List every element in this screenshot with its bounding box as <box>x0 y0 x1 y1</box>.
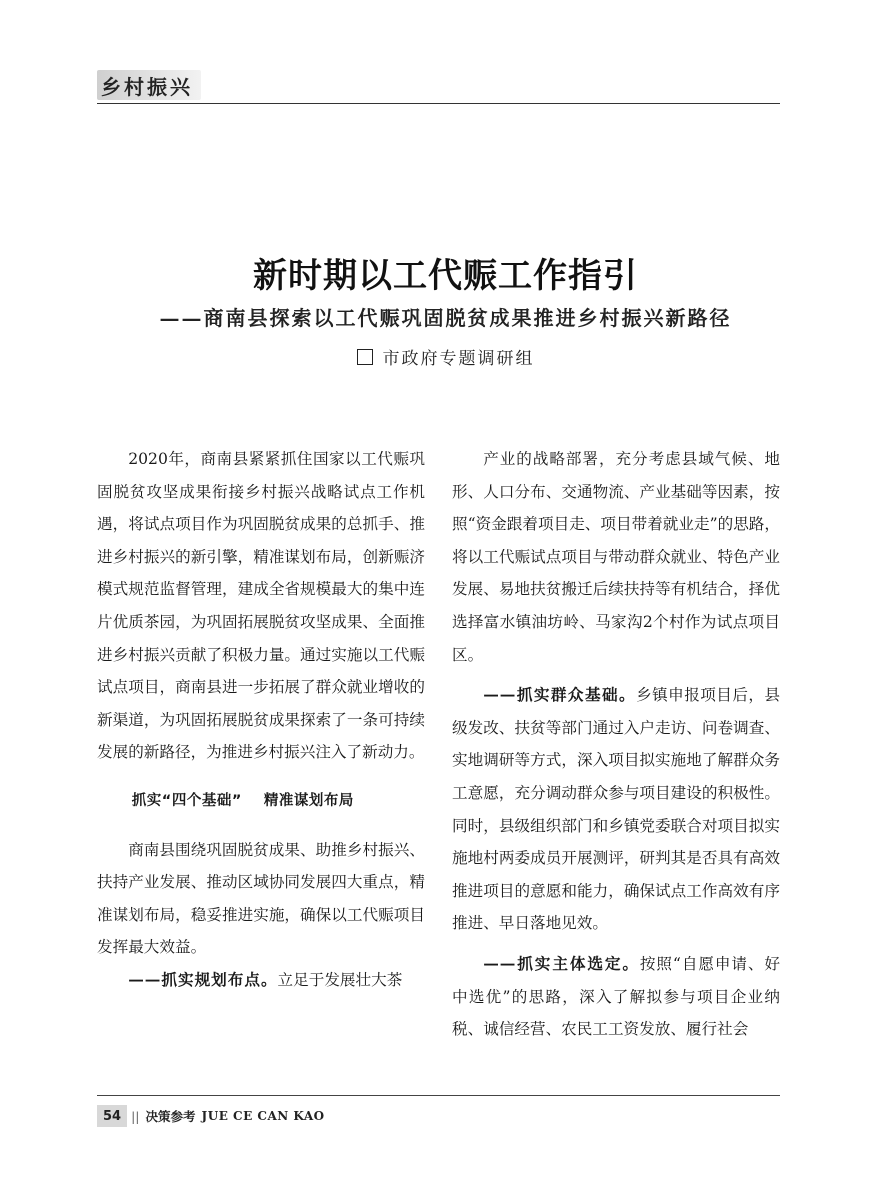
right-column <box>452 443 780 1046</box>
left-column <box>97 443 425 997</box>
article-subtitle: ——商南县探索以工代赈巩固脱贫成果推进乡村振兴新路径 <box>159 306 732 330</box>
section-heading <box>97 785 425 818</box>
paragraph: 商南县围绕巩固脱贫成果、助推乡村振兴、扶持产业发展、推动区域协同发展四大重点，精准谋划布局，稳妥推进实施，确保以工代赈项目发挥最大效益。 <box>97 840 425 957</box>
header-rule <box>97 103 780 104</box>
article-author <box>0 344 891 369</box>
paragraph-lead: ——抓实规划布点。 <box>128 969 278 989</box>
section-heading-b: 精准谋划布局 <box>263 792 354 809</box>
author-name: 市政府专题调研组 <box>382 349 535 369</box>
section-heading-a: 抓实“四个基础” <box>131 792 242 809</box>
page-footer <box>97 1104 325 1128</box>
paragraph: 2020年，商南县紧紧抓住国家以工代赈巩固脱贫攻坚成果衔接乡村振兴战略试点工作机遇，将试点项目作为巩固脱贫成果的总抓手、推进乡村振兴的新引擎，精准谋划布局，创新赈济模式规范监督管理，建成全省规模最大的集中连片优质茶园，为巩固拓展脱贫攻坚成果、全面推进乡村振兴贡献了积极力量。通过实施以工代赈试点项目，商南县进一步拓展了群众就业增收的新渠道，为巩固拓展脱贫成果探索了一条可持续发展的新路径，为推进乡村振兴注入了新动力。 <box>97 450 425 762</box>
paragraph <box>452 948 780 1046</box>
paragraph <box>452 679 780 940</box>
page-number: 54 <box>97 1105 127 1127</box>
footer-separator: || <box>131 1108 140 1124</box>
paragraph-lead: ——抓实群众基础。 <box>483 685 637 705</box>
paragraph <box>97 964 425 997</box>
paragraph-text: 按照“自愿申请、好中选优”的思路，深入了解拟参与项目企业纳税、诚信经营、农民工工资发放、履行社会 <box>452 954 780 1039</box>
paragraph-text: 立足于发展壮大茶 <box>277 970 403 989</box>
journal-name-en: JUE CE CAN KAO <box>201 1109 325 1123</box>
journal-name-cn: 决策参考 <box>145 1109 196 1124</box>
square-icon <box>357 349 373 365</box>
paragraph-text: 乡镇申报项目后，县级发改、扶贫等部门通过入户走访、问卷调查、实地调研等方式，深入项目拟实施地了解群众务工意愿，充分调动群众参与项目建设的积极性。同时，县级组织部门和乡镇党委联合对项目拟实施地村两委成员开展测评，研判其是否具有高效推进项目的意愿和能力，确保试点工作高效有序推进、早日落地见效。 <box>452 686 780 933</box>
article-title: 新时期以工代赈工作指引 <box>253 256 638 296</box>
footer-rule <box>97 1095 780 1096</box>
paragraph: 产业的战略部署，充分考虑县域气候、地形、人口分布、交通物流、产业基础等因素，按照“资金跟着项目走、项目带着就业走”的思路，将以工代赈试点项目与带动群众就业、特色产业发展、易地扶贫搬迁后续扶持等有机结合，择优选择富水镇油坊岭、马家沟2个村作为试点项目区。 <box>452 450 780 664</box>
paragraph-lead: ——抓实主体选定。 <box>483 953 640 973</box>
section-tag: 乡村振兴 <box>97 70 201 100</box>
